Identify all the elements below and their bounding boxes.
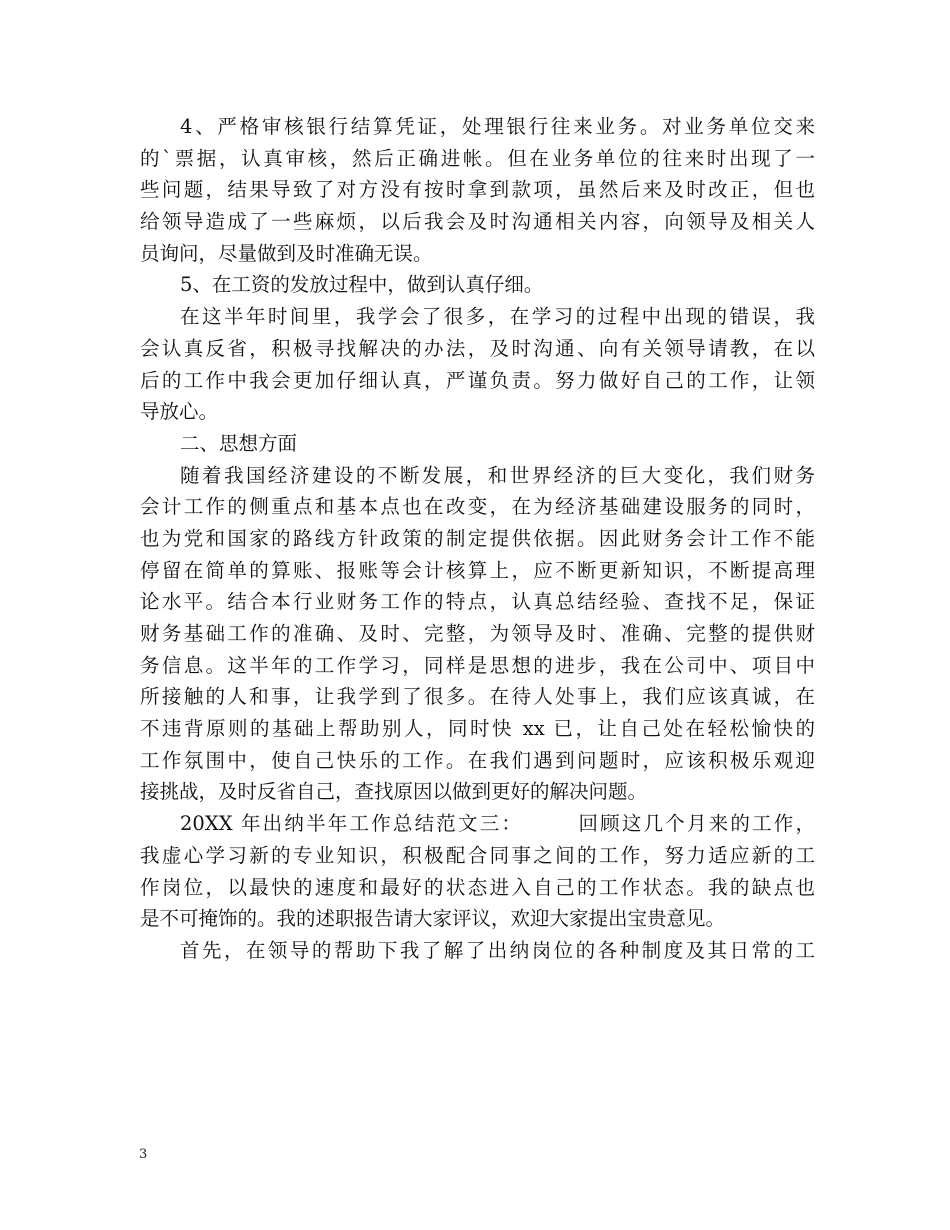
- text-line: 5、在工资的发放过程中，做到认真仔细。: [180, 273, 544, 297]
- text-line: 给领导造成了一些麻烦，以后我会及时沟通相关内容，向领导及相关人: [140, 210, 815, 234]
- text-line: 我虚心学习新的专业知识，积极配合同事之间的工作，努力适应新的工: [140, 843, 815, 867]
- text-line: 的`票据，认真审核，然后正确进帐。但在业务单位的往来时出现了一: [140, 146, 815, 170]
- text-line: 员询问，尽量做到及时准确无误。: [140, 241, 433, 265]
- page-number: 3: [139, 1147, 148, 1162]
- text-line: 务信息。这半年的工作学习，同样是思想的进步，我在公司中、项目中: [140, 653, 815, 677]
- text-line: 工作氛围中，使自己快乐的工作。在我们遇到问题时，应该积极乐观迎: [140, 748, 815, 772]
- text-line: 在这半年时间里，我学会了很多，在学习的过程中出现的错误，我: [180, 305, 815, 329]
- text-line: 导放心。: [140, 400, 219, 424]
- text-line: 20XX 年出纳半年工作总结范文三： 回顾这几个月来的工作，: [180, 812, 815, 836]
- text-line: 会认真反省，积极寻找解决的办法，及时沟通、向有关领导请教，在以: [140, 336, 815, 360]
- text-line: 接挑战，及时反省自己，查找原因以做到更好的解决问题。: [140, 780, 648, 804]
- text-line: 后的工作中我会更加仔细认真，严谨负责。努力做好自己的工作，让领: [140, 368, 815, 392]
- text-line: 首先，在领导的帮助下我了解了出纳岗位的各种制度及其日常的工: [180, 938, 815, 962]
- text-line: 4、严格审核银行结算凭证，处理银行往来业务。对业务单位交来: [180, 115, 815, 138]
- text-line: 论水平。结合本行业财务工作的特点，认真总结经验、查找不足，保证: [140, 590, 815, 614]
- text-line: 财务基础工作的准确、及时、完整，为领导及时、准确、完整的提供财: [140, 622, 815, 645]
- text-line: 停留在简单的算账、报账等会计核算上，应不断更新知识，不断提高理: [140, 558, 815, 582]
- text-line: 也为党和国家的路线方针政策的制定提供依据。因此财务会计工作不能: [140, 526, 815, 550]
- text-line: 不违背原则的基础上帮助别人，同时快 xx 已，让自己处在轻松愉快的: [140, 717, 815, 741]
- text-line: 随着我国经济建设的不断发展，和世界经济的巨大变化，我们财务: [180, 463, 815, 487]
- text-line: 所接触的人和事，让我学到了很多。在待人处事上，我们应该真诚，在: [140, 685, 815, 709]
- text-line: 会计工作的侧重点和基本点也在改变，在为经济基础建设服务的同时，: [140, 495, 815, 519]
- text-line: 些问题，结果导致了对方没有按时拿到款项，虽然后来及时改正，但也: [140, 178, 815, 202]
- section-heading: 二、思想方面: [180, 431, 298, 455]
- text-line: 作岗位，以最快的速度和最好的状态进入自己的工作状态。我的缺点也: [140, 875, 815, 899]
- document-body: [140, 111, 815, 967]
- text-line: 是不可掩饰的。我的述职报告请大家评议，欢迎大家提出宝贵意见。: [140, 907, 726, 931]
